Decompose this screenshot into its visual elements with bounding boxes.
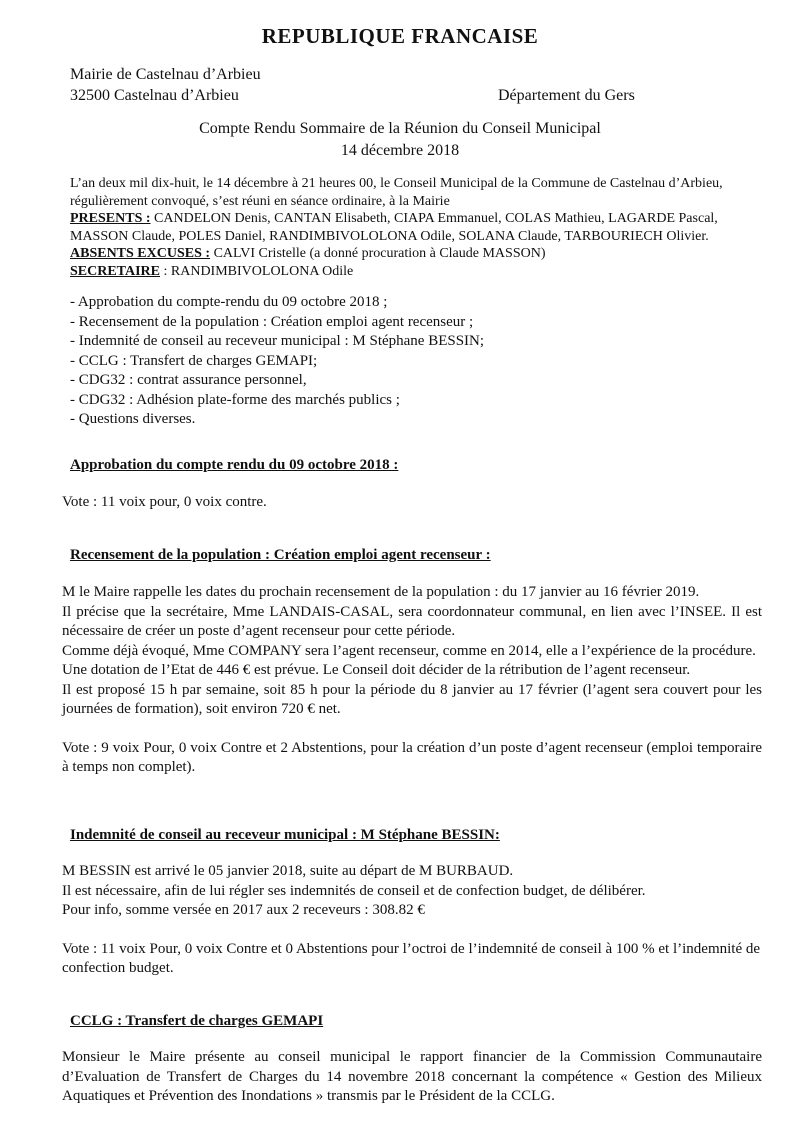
cclg-body: [62, 1048, 762, 1107]
agenda-item: - CDG32 : contrat assurance personnel,: [70, 372, 307, 388]
mairie-name: Mairie de Castelnau d’Arbieu: [70, 66, 261, 83]
spacer: [62, 921, 762, 940]
agenda-item: - Approbation du compte-rendu du 09 octobre 2018 ;: [70, 294, 388, 310]
attendance-block: [70, 175, 760, 280]
indemnite-paragraph: Pour info, somme versée en 2017 aux 2 receveurs : 308.82 €: [62, 902, 425, 918]
document-header-title: REPUBLIQUE FRANCAISE: [261, 24, 539, 48]
document-subtitle: [0, 118, 800, 162]
intro-text: L’an deux mil dix-huit, le 14 décembre à 21 heures 00, le Conseil Municipal de la Commune de Castelnau d’Arbieu, régulièrement convoqué, s’est réuni en séance ordinaire, à la Mairie: [70, 176, 723, 209]
recensement-body: [62, 583, 762, 778]
indemnite-paragraph: Il est nécessaire, afin de lui régler ses indemnités de conseil et de confection budget, de délibérer.: [62, 882, 646, 899]
presents-label: PRESENTS :: [70, 211, 151, 226]
agenda-item: - Indemnité de conseil au receveur municipal : M Stéphane BESSIN;: [70, 333, 485, 349]
recensement-paragraph: Il est proposé 15 h par semaine, soit 85 h pour la période du 8 janvier au 17 février (l’agent sera couvert pour les journées de formation), soit environ 720 € net.: [62, 681, 762, 717]
agenda-item: - Questions diverses.: [70, 411, 196, 427]
spacer: [62, 720, 762, 739]
presents-list: CANDELON Denis, CANTAN Elisabeth, CIAPA Emmanuel, COLAS Mathieu, LAGARDE Pascal, MASSON Claude, POLES Daniel, RANDIMBIVOLOLONA Odile, SOLANA Claude, TARBOURIECH Olivier.: [70, 211, 718, 244]
document-title: Compte Rendu Sommaire de la Réunion du Conseil Municipal: [199, 120, 601, 137]
agenda-item: - CCLG : Transfert de charges GEMAPI;: [70, 352, 318, 369]
agenda-item: - Recensement de la population : Création emploi agent recenseur ;: [70, 313, 474, 330]
secretaire-name: : RANDIMBIVOLOLONA Odile: [160, 263, 354, 279]
absents-label: ABSENTS EXCUSES :: [70, 246, 211, 261]
mairie-postal: 32500 Castelnau d’Arbieu: [70, 87, 239, 104]
recensement-paragraph: Une dotation de l’Etat de 446 € est prévue. Le Conseil doit décider de la rétribution de l’agent recenseur.: [62, 662, 691, 678]
recensement-paragraph: Il précise que la secrétaire, Mme LANDAIS-CASAL, sera coordonnateur communal, en lien avec l’INSEE. Il est nécessaire de créer un poste d’agent recenseur pour cette période.: [62, 603, 762, 639]
recensement-heading: Recensement de la population : Création emploi agent recenseur :: [70, 547, 491, 563]
recensement-paragraph: M le Maire rappelle les dates du prochain recensement de la population : du 17 janvier au 16 février 2019.: [62, 584, 700, 600]
absents-list: CALVI Cristelle (a donné procuration à Claude MASSON): [210, 246, 546, 261]
secretaire-label: SECRETAIRE: [70, 263, 160, 279]
indemnite-body: [62, 862, 762, 979]
absents-line: [70, 245, 760, 263]
recensement-paragraph: Comme déjà évoqué, Mme COMPANY sera l’agent recenseur, comme en 2014, elle a l’expérience de la procédure.: [62, 642, 756, 659]
document-date: 14 décembre 2018: [340, 142, 460, 159]
indemnite-vote: Vote : 11 voix Pour, 0 voix Contre et 0 Abstentions pour l’octroi de l’indemnité de conseil à 100 % et l’indemnité de confection budget.: [62, 940, 761, 976]
approbation-heading: Approbation du compte rendu du 09 octobre 2018 :: [70, 457, 399, 473]
indemnite-paragraph: M BESSIN est arrivé le 05 janvier 2018, suite au départ de M BURBAUD.: [62, 863, 514, 879]
cclg-heading: CCLG : Transfert de charges GEMAPI: [70, 1013, 324, 1029]
cclg-paragraph: Monsieur le Maire présente au conseil municipal le rapport financier de la Commission Communautaire d’Evaluation de Transfert de Charges du 14 novembre 2018 concernant la compétence « Gestion des Milieux Aquatiques et Prévention des Inondations » transmis par le Président de la CCLG.: [62, 1049, 762, 1104]
department-name: Département du Gers: [498, 87, 635, 104]
mairie-address: [70, 64, 261, 106]
recensement-vote: Vote : 9 voix Pour, 0 voix Contre et 2 Abstentions, pour la création d’un poste d’agent recenseur (emploi temporaire à temps non complet).: [62, 739, 762, 775]
approbation-vote: Vote : 11 voix pour, 0 voix contre.: [62, 494, 267, 510]
agenda-item: - CDG32 : Adhésion plate-forme des marchés publics ;: [70, 391, 400, 408]
presents-line: [70, 210, 760, 245]
indemnite-heading: Indemnité de conseil au receveur municipal : M Stéphane BESSIN:: [70, 827, 500, 843]
secretaire-line: [70, 263, 760, 281]
agenda-list: [70, 293, 760, 430]
